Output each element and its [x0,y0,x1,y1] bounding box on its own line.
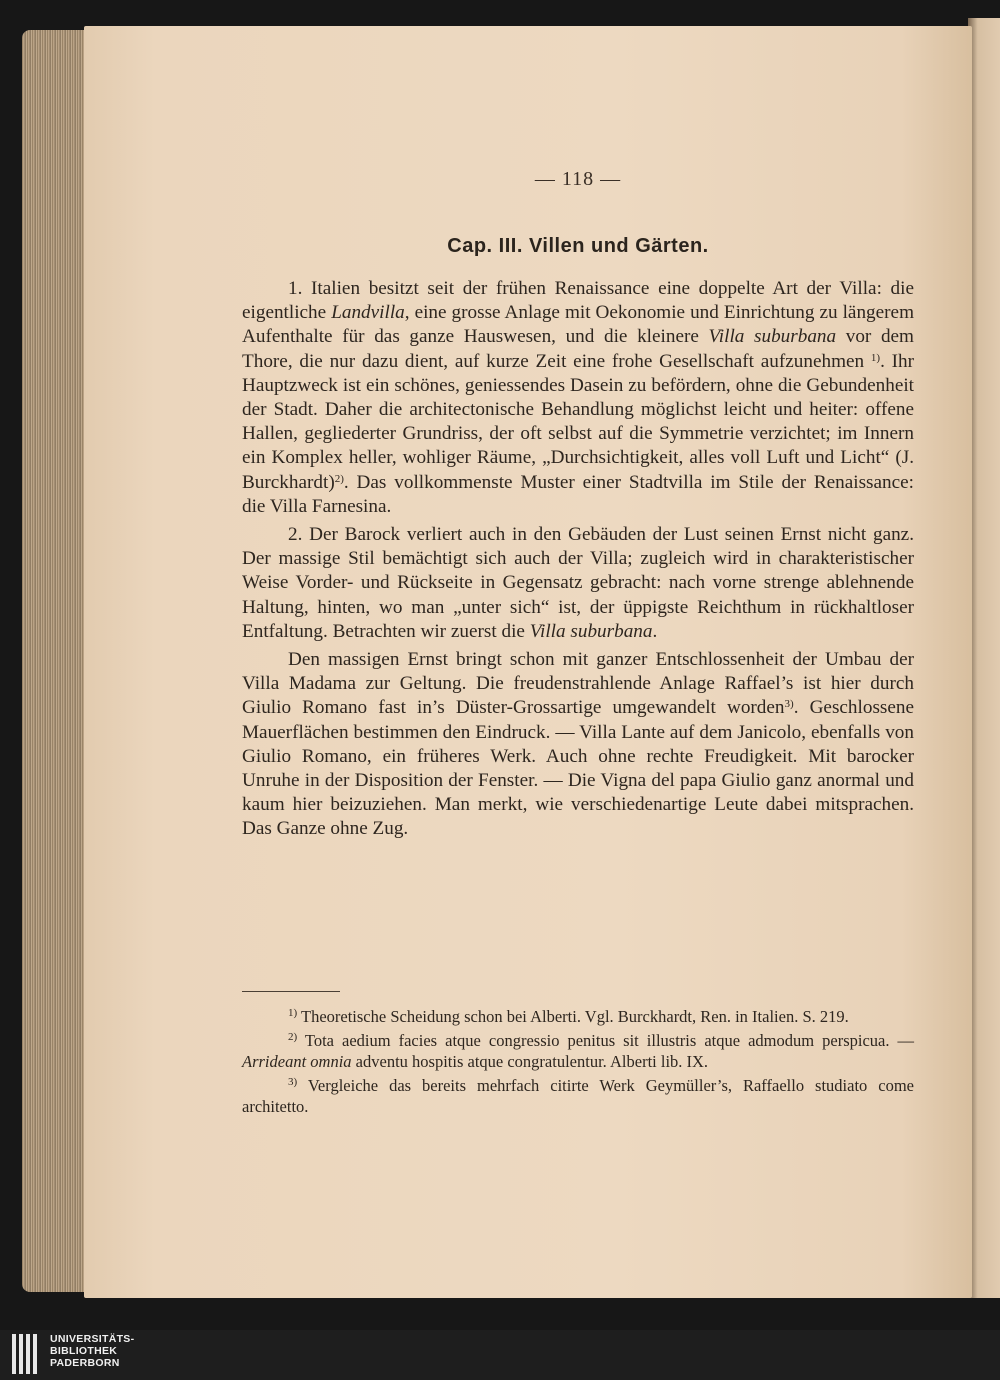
term-landvilla: Landvilla [331,302,405,324]
library-logo-text: UNIVERSITÄTS- BIBLIOTHEK PADERBORN [50,1333,135,1369]
footnote-1: $^{1)}$ Theoretische Scheidung schon bei Alberti. Vgl. Burckhardt, Ren. in Italien. S. 219. [288,1007,849,1026]
page-number: — 118 — [534,168,622,190]
footnote-ref-1[interactable]: 1) [870,351,881,364]
book-page [84,26,972,1298]
library-logo-icon [12,1334,42,1374]
footnote-3: $^{3)}$ Vergleiche das bereits mehrfach citirte Werk Geymüller’s, Raffaello studiato come architetto. [242,1076,914,1116]
footnote-ref-2[interactable]: 2) [334,472,344,485]
library-footer [0,1330,1000,1380]
footnotes [242,1006,914,1120]
adjacent-page-edge [968,18,1000,1298]
footnote-ref-3[interactable]: 3) [784,698,794,711]
footnote-divider [242,991,340,992]
paragraph-2: 2. Der Barock verliert auch in den Gebäuden der Lust seinen Ernst nicht ganz. Der massige Stil bemächtigt sich auch der Villa; zugleich wird in charakteristischer Weise Vorder- und Rückseite in Gegensatz gebracht: nach vorne strenge ablehnende Haltung, hinten, wo man „unter sich“ ist, der üppigste Reichthum in rückhaltloser Entfaltung. Betrachten wir zuerst die Villa suburbana. [242,524,914,642]
footnote-2: $^{2)}$ Tota aedium facies atque congressio penitus sit illustris atque admodum perspicua. — Arrideant omnia adventu hospitis atque congratulentur. Alberti lib. IX. [242,1031,914,1071]
page-edges [22,30,92,1292]
term-villa-suburbana-2: Villa suburbana [529,620,653,642]
body-text [242,277,914,846]
paragraph-1: 1. Italien besitzt seit der frühen Renaissance eine doppelte Art der Villa: die eigentliche Landvilla, eine grosse Anlage mit Oekonomie und Einrichtung zu längerem Aufenthalte für das ganze Hauswesen, und die kleinere Villa suburbana vor dem Thore, die nur dazu dient, auf kurze Zeit eine frohe Gesellschaft aufzunehmen $^{1)}$. Ihr Hauptzweck ist ein schönes, geniessendes Dasein zu befördern, ohne die Gebundenheit der Stadt. Daher die architectonische Behandlung möglichst leicht und heiter: offene Hallen, gegliederter Grundriss, der oft selbst auf die Symmetrie verzichtet; im Innern ein Komplex heller, wohliger Räume, „Durchsichtigkeit, alles voll Luft und Licht“ (J. Burckhardt)$^{2)}$. Das vollkommenste Muster einer Stadtvilla im Stile der Renaissance: die Villa Farnesina. [242,278,915,517]
paragraph-3: Den massigen Ernst bringt schon mit ganzer Entschlossenheit der Umbau der Villa Madama zur Geltung. Die freudenstrahlende Anlage Raffael’s ist hier durch Giulio Romano fast in’s Düster-Grossartige umgewandelt worden$^{3)}$. Geschlossene Mauerflächen bestimmen den Eindruck. — Villa Lante auf dem Janicolo, ebenfalls von Giulio Romano, ein früheres Werk. Auch ohne rechte Freudigkeit. Mit barocker Unruhe in der Disposition der Fenster. — Die Vigna del papa Giulio ganz anormal und kaum hier beizuziehen. Man merkt, wie verschiedenartige Leute dabei mitsprachen. Das Ganze ohne Zug. [242,649,915,840]
term-villa-suburbana: Villa suburbana [708,326,837,348]
chapter-title: Cap. III. Villen und Gärten. [447,235,709,257]
